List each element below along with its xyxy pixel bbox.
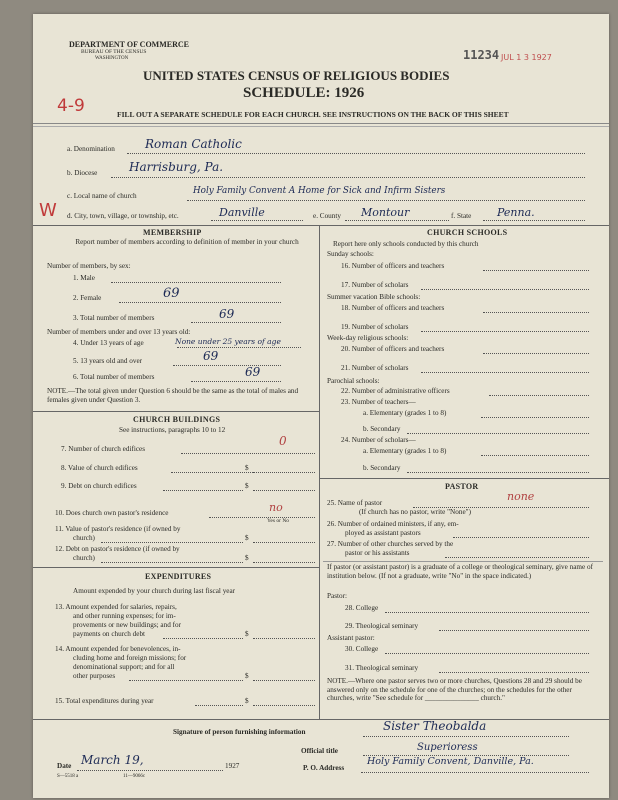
bureau-name: BUREAU OF THE CENSUS <box>81 49 147 55</box>
bottom-frame-rule <box>33 719 609 720</box>
q16-line <box>483 270 589 271</box>
bureau-city: WASHINGTON <box>95 56 129 61</box>
q9-debt-line <box>253 490 315 491</box>
section-rule <box>33 411 319 412</box>
q15-label: 15. Total expenditures during year <box>55 697 154 705</box>
q7-edifices-label: 7. Number of church edifices <box>61 445 146 453</box>
separator-rule <box>323 561 603 562</box>
official-title-value: Superioress <box>417 742 478 753</box>
q4-under13-line <box>177 347 301 348</box>
graduate-instruction: If pastor (or assistant pastor) is a graduate of a college or theological seminary, give name of institution below. (If not a graduate, write "No" in the space indicated.) <box>327 563 593 580</box>
local-name-value: Holy Family Convent A Home for Sick and Infirm Sisters <box>193 186 446 196</box>
membership-note: NOTE.—The total given under Question 6 should be the same as the total of males and females given under Question 3. <box>47 387 299 404</box>
q21-label: 21. Number of scholars <box>341 364 409 372</box>
census-schedule-sheet <box>33 14 609 798</box>
signature-line <box>363 736 569 737</box>
q22-line <box>489 395 589 396</box>
q10-yes-no-hint: Yes or No <box>267 518 290 524</box>
q26-line2: ployed as assistant pastors <box>345 529 421 537</box>
red-margin-check: W <box>39 200 57 221</box>
q25-hint: (If church has no pastor, write "None") <box>359 508 471 516</box>
q18-line <box>483 312 589 313</box>
q13-dollar: $ <box>245 630 249 638</box>
date-line <box>77 770 223 771</box>
q10-residence-line <box>209 517 315 518</box>
state-value: Penna. <box>497 206 535 219</box>
q30-label: 30. College <box>345 645 379 653</box>
q21-line <box>421 372 589 373</box>
diocese-value: Harrisburg, Pa. <box>129 160 224 174</box>
q29-line <box>439 630 589 631</box>
official-title-label: Official title <box>301 747 338 755</box>
q27-line2: pastor or his assistants <box>345 549 410 557</box>
q13-amount-line <box>253 638 315 639</box>
signature-value: Sister Theobalda <box>383 719 487 733</box>
q8-value-line <box>253 472 315 473</box>
city-value: Danville <box>219 206 265 219</box>
county-value: Montour <box>361 206 410 219</box>
membership-heading: MEMBERSHIP <box>143 228 202 237</box>
denomination-value: Roman Catholic <box>145 137 242 151</box>
q6-total-label: 6. Total number of members <box>73 373 155 381</box>
q15-dollar: $ <box>245 697 249 705</box>
po-address-value: Holy Family Convent, Danville, Pa. <box>367 756 534 767</box>
q6-total-value: 69 <box>245 365 261 379</box>
q11-value-line <box>253 542 315 543</box>
form-title: UNITED STATES CENSUS OF RELIGIOUS BODIES <box>143 68 450 83</box>
top-frame-rule <box>33 225 609 226</box>
q2-female-line <box>119 302 281 303</box>
q24-label: 24. Number of scholars— <box>341 436 416 444</box>
q29-label: 29. Theological seminary <box>345 622 419 630</box>
church-schools-heading: CHURCH SCHOOLS <box>427 228 508 237</box>
q24b-label: b. Secondary <box>363 464 401 472</box>
members-by-sex-label: Number of members, by sex: <box>47 262 131 270</box>
state-label: f. State <box>451 212 472 220</box>
q17-line <box>421 289 589 290</box>
q11-label-line1: 11. Value of pastor's residence (if owned by <box>55 525 181 533</box>
q3-total-value: 69 <box>219 307 235 321</box>
section-rule <box>319 478 609 479</box>
q23a-label: a. Elementary (grades 1 to 8) <box>363 409 447 417</box>
q23-label: 23. Number of teachers— <box>341 398 416 406</box>
sunday-schools-label: Sunday schools: <box>327 250 374 258</box>
q27-line1: 27. Number of other churches served by the <box>327 540 454 548</box>
red-handwritten-code: 4-9 <box>57 96 85 116</box>
received-stamp-date: JUL 1 3 1927 <box>501 53 552 62</box>
q9-dollar: $ <box>245 482 249 490</box>
q15-amount-line <box>253 705 315 706</box>
print-number: 11—9066c <box>123 774 146 779</box>
membership-intro: Report number of members according to definition of member in your church <box>75 238 299 246</box>
q17-label: 17. Number of scholars <box>341 281 409 289</box>
q19-label: 19. Number of scholars <box>341 323 409 331</box>
q22-label: 22. Number of administrative officers <box>341 387 450 395</box>
q11-label-line2: church) <box>73 534 95 542</box>
section-rule <box>33 567 319 568</box>
q2-female-value: 69 <box>163 286 180 301</box>
q14-dollar: $ <box>245 672 249 680</box>
q8-dollar: $ <box>245 464 249 472</box>
q14-leader <box>129 680 243 681</box>
q9-debt-label: 9. Debt on church edifices <box>61 482 137 490</box>
q26-line1: 26. Number of ordained ministers, if any, em- <box>327 520 459 528</box>
local-name-label: c. Local name of church <box>67 192 137 200</box>
state-line <box>483 220 585 221</box>
q5-over13-label: 5. 13 years old and over <box>73 357 143 365</box>
po-address-label: P. O. Address <box>303 764 345 772</box>
q12-leader <box>101 562 243 563</box>
assistant-pastor-label: Assistant pastor: <box>327 634 375 642</box>
q18-label: 18. Number of officers and teachers <box>341 304 445 312</box>
date-label: Date <box>57 762 72 770</box>
q14-line2: cluding home and foreign missions; for <box>73 654 187 662</box>
q12-label-line2: church) <box>73 554 95 562</box>
q20-line <box>483 353 589 354</box>
date-value: March 19, <box>81 753 144 767</box>
church-schools-intro: Report here only schools conducted by this church <box>333 240 479 248</box>
q11-dollar: $ <box>245 534 249 542</box>
q24a-label: a. Elementary (grades 1 to 8) <box>363 447 447 455</box>
stamp-number: 11234 <box>463 48 500 62</box>
denomination-label: a. Denomination <box>67 145 115 153</box>
expenditures-heading: EXPENDITURES <box>145 572 212 581</box>
q15-leader <box>195 705 243 706</box>
q4-under13-label: 4. Under 13 years of age <box>73 339 144 347</box>
q5-over13-value: 69 <box>203 349 219 363</box>
q13-line1: 13. Amount expended for salaries, repairs, <box>55 603 177 611</box>
q3-total-line <box>191 322 281 323</box>
parochial-schools-label: Parochial schools: <box>327 377 380 385</box>
q7-edifices-value: 0 <box>279 434 287 448</box>
members-by-age-label: Number of members under and over 13 years old: <box>47 328 191 336</box>
q6-total-line <box>191 381 281 382</box>
q23a-line <box>481 417 589 418</box>
po-address-line <box>361 772 589 773</box>
q4-under13-value: None under 25 years of age <box>175 337 281 346</box>
q23b-line <box>407 433 589 434</box>
pastor-note: NOTE.—Where one pastor serves two or more churches, Questions 28 and 29 should be answered only on the schedule for one of the churches; on the schedules for the other churches, write "See schedule for _______________ church." <box>327 677 582 703</box>
q13-line3: provements or new buildings; and for <box>73 621 181 629</box>
q31-line <box>439 672 589 673</box>
q10-residence-value: no <box>269 501 283 514</box>
schedule-title: SCHEDULE: 1926 <box>243 85 365 101</box>
summer-schools-label: Summer vacation Bible schools: <box>327 293 421 301</box>
local-name-line <box>187 200 585 201</box>
q20-label: 20. Number of officers and teachers <box>341 345 445 353</box>
q10-residence-label: 10. Does church own pastor's residence <box>55 509 169 517</box>
county-label: e. County <box>313 212 341 220</box>
q27-line <box>445 557 589 558</box>
q9-leader <box>163 490 243 491</box>
department-name: DEPARTMENT OF COMMERCE <box>69 40 190 49</box>
q3-total-label: 3. Total number of members <box>73 314 155 322</box>
q28-label: 28. College <box>345 604 379 612</box>
city-line <box>211 220 303 221</box>
q24a-line <box>481 455 589 456</box>
q14-amount-line <box>253 680 315 681</box>
form-number: S—5518 a <box>57 774 79 779</box>
q30-line <box>385 653 589 654</box>
q14-line1: 14. Amount expended for benevolences, in- <box>55 645 181 653</box>
fill-out-instruction: FILL OUT A SEPARATE SCHEDULE FOR EACH CHURCH. SEE INSTRUCTIONS ON THE BACK OF THIS SHEET <box>117 110 509 119</box>
q26-line <box>453 537 589 538</box>
q12-label-line1: 12. Debt on pastor's residence (if owned by <box>55 545 180 553</box>
city-label: d. City, town, village, or township, etc. <box>67 212 179 220</box>
q7-edifices-line <box>181 453 315 454</box>
center-column-divider <box>319 225 320 719</box>
church-buildings-heading: CHURCH BUILDINGS <box>133 415 221 424</box>
q19-line <box>421 331 589 332</box>
church-buildings-subheading: See instructions, paragraphs 10 to 12 <box>119 426 226 434</box>
q13-line4: payments on church debt <box>73 630 146 638</box>
q5-over13-line <box>173 365 281 366</box>
q2-female-label: 2. Female <box>73 294 102 302</box>
signature-label: Signature of person furnishing information <box>173 728 306 736</box>
q14-line4: other purposes <box>73 672 116 680</box>
q1-male-label: 1. Male <box>73 274 95 282</box>
q24b-line <box>407 472 589 473</box>
q14-line3: denominational support; and for all <box>73 663 175 671</box>
q8-value-label: 8. Value of church edifices <box>61 464 138 472</box>
pastor-heading: PASTOR <box>445 482 479 491</box>
pastor-sub-label: Pastor: <box>327 592 347 600</box>
county-line <box>345 220 449 221</box>
q23b-label: b. Secondary <box>363 425 401 433</box>
weekday-schools-label: Week-day religious schools: <box>327 334 409 342</box>
date-year: 1927 <box>225 762 240 770</box>
q16-label: 16. Number of officers and teachers <box>341 262 445 270</box>
q11-leader <box>101 542 243 543</box>
expenditures-subheading: Amount expended by your church during last fiscal year <box>73 587 236 595</box>
q25-value: none <box>507 490 535 503</box>
q25-label: 25. Name of pastor <box>327 499 383 507</box>
q28-line <box>385 612 589 613</box>
denomination-line <box>127 153 585 154</box>
q13-leader <box>163 638 243 639</box>
q13-line2: and other running expenses; for im- <box>73 612 176 620</box>
q12-dollar: $ <box>245 554 249 562</box>
q1-male-line <box>111 282 281 283</box>
diocese-line <box>111 177 585 178</box>
q12-debt-line <box>253 562 315 563</box>
q31-label: 31. Theological seminary <box>345 664 419 672</box>
diocese-label: b. Diocese <box>67 169 98 177</box>
